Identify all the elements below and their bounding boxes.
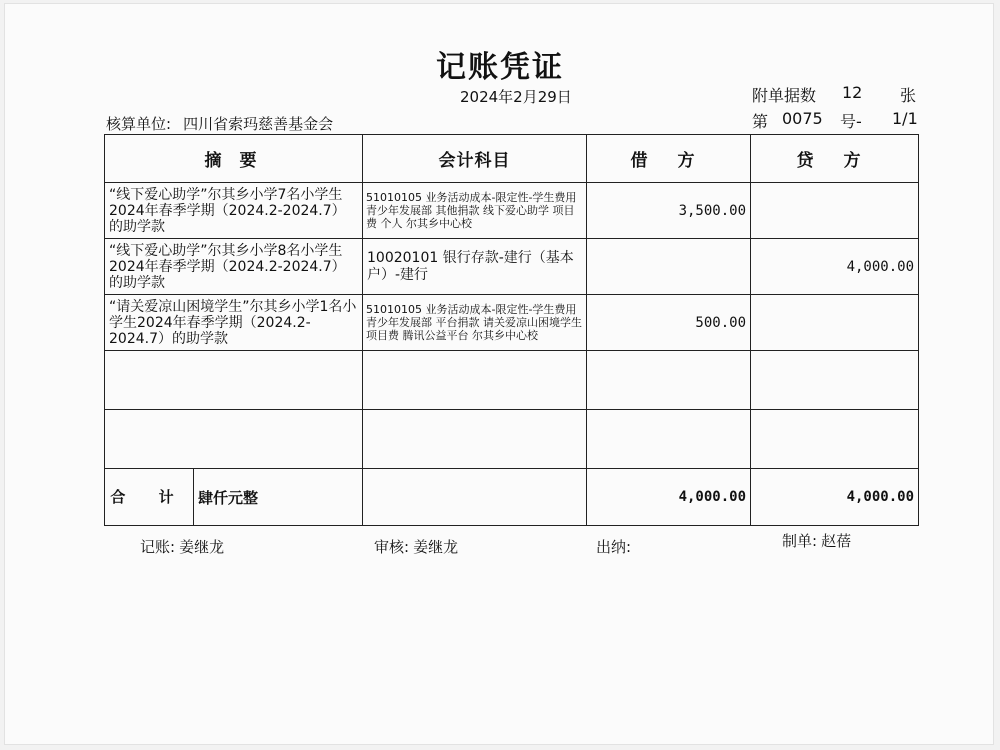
preparer-signature [782,530,851,551]
header-debit: 借 方 [587,135,751,183]
entry-account: 51010105 业务活动成本-限定性-学生费用 青少年发展部 其他捐款 线下爱心助学 项目费 个人 尔其乡中心校 [363,183,587,239]
bookkeeper-signature [140,536,224,557]
empty-cell [587,410,751,469]
voucher-no: 0075 [782,109,823,128]
empty-cell [751,351,919,410]
empty-cell [105,351,363,410]
entry-summary: “线下爱心助学”尔其乡小学7名小学生2024年春季学期（2024.2-2024.7）的助学款 [105,183,363,239]
entry-row-2 [105,239,919,295]
voucher-prefix: 第 [752,112,769,131]
total-amount-words: 肆仟元整 [198,488,259,507]
entry-account: 10020101 银行存款-建行（基本户）-建行 [363,239,587,295]
empty-cell [363,410,587,469]
total-account-cell [363,469,587,526]
total-row [105,469,919,526]
attachments-label: 附单据数 [752,86,817,105]
entry-summary: “请关爱凉山困境学生”尔其乡小学1名小学生2024年春季学期（2024.2-2024.7）的助学款 [105,295,363,351]
reviewer-signature [374,536,458,557]
bookkeeper-name: 姜继龙 [179,538,225,556]
entry-row-3 [105,295,919,351]
preparer-label: 制单: [782,532,818,550]
header-account: 会计科目 [363,135,587,183]
entry-credit: 4,000.00 [751,239,919,295]
total-cell [105,469,363,526]
voucher-page: 1/1 [892,109,918,128]
reviewer-label: 审核: [374,538,410,556]
attachments-unit: 张 [900,86,917,105]
empty-cell [587,351,751,410]
total-debit: 4,000.00 [587,469,751,526]
entry-row-1 [105,183,919,239]
attachments-number: 12 [842,83,863,102]
preparer-name: 赵蓓 [821,532,852,550]
voucher-suffix: 号- [840,112,862,131]
voucher-table [104,134,919,526]
empty-cell [363,351,587,410]
header-summary: 摘 要 [105,135,363,183]
header-credit: 贷 方 [751,135,919,183]
unit-name: 四川省索玛慈善基金会 [183,115,334,133]
entry-account: 51010105 业务活动成本-限定性-学生费用 青少年发展部 平台捐款 请关爱凉山困境学生 项目费 腾讯公益平台 尔其乡中心校 [363,295,587,351]
accounting-unit [106,113,333,134]
attachments-count [752,83,922,103]
entry-credit [751,183,919,239]
entry-debit [587,239,751,295]
entry-debit: 500.00 [587,295,751,351]
entry-summary: “线下爱心助学”尔其乡小学8名小学生2024年春季学期（2024.2-2024.7）的助学款 [105,239,363,295]
entry-credit [751,295,919,351]
empty-row-2 [105,410,919,469]
cashier-label: 出纳: [596,538,632,556]
unit-label: 核算单位: [106,115,172,133]
empty-cell [751,410,919,469]
voucher-number [752,109,922,129]
total-credit: 4,000.00 [751,469,919,526]
header-row [105,135,919,183]
empty-row-1 [105,351,919,410]
total-label: 合 计 [105,469,194,525]
cashier-signature [596,536,635,557]
entry-debit: 3,500.00 [587,183,751,239]
voucher-date: 2024年2月29日 [460,88,572,106]
voucher-title: 记账凭证 [436,50,564,85]
bookkeeper-label: 记账: [140,538,176,556]
empty-cell [105,410,363,469]
reviewer-name: 姜继龙 [413,538,459,556]
